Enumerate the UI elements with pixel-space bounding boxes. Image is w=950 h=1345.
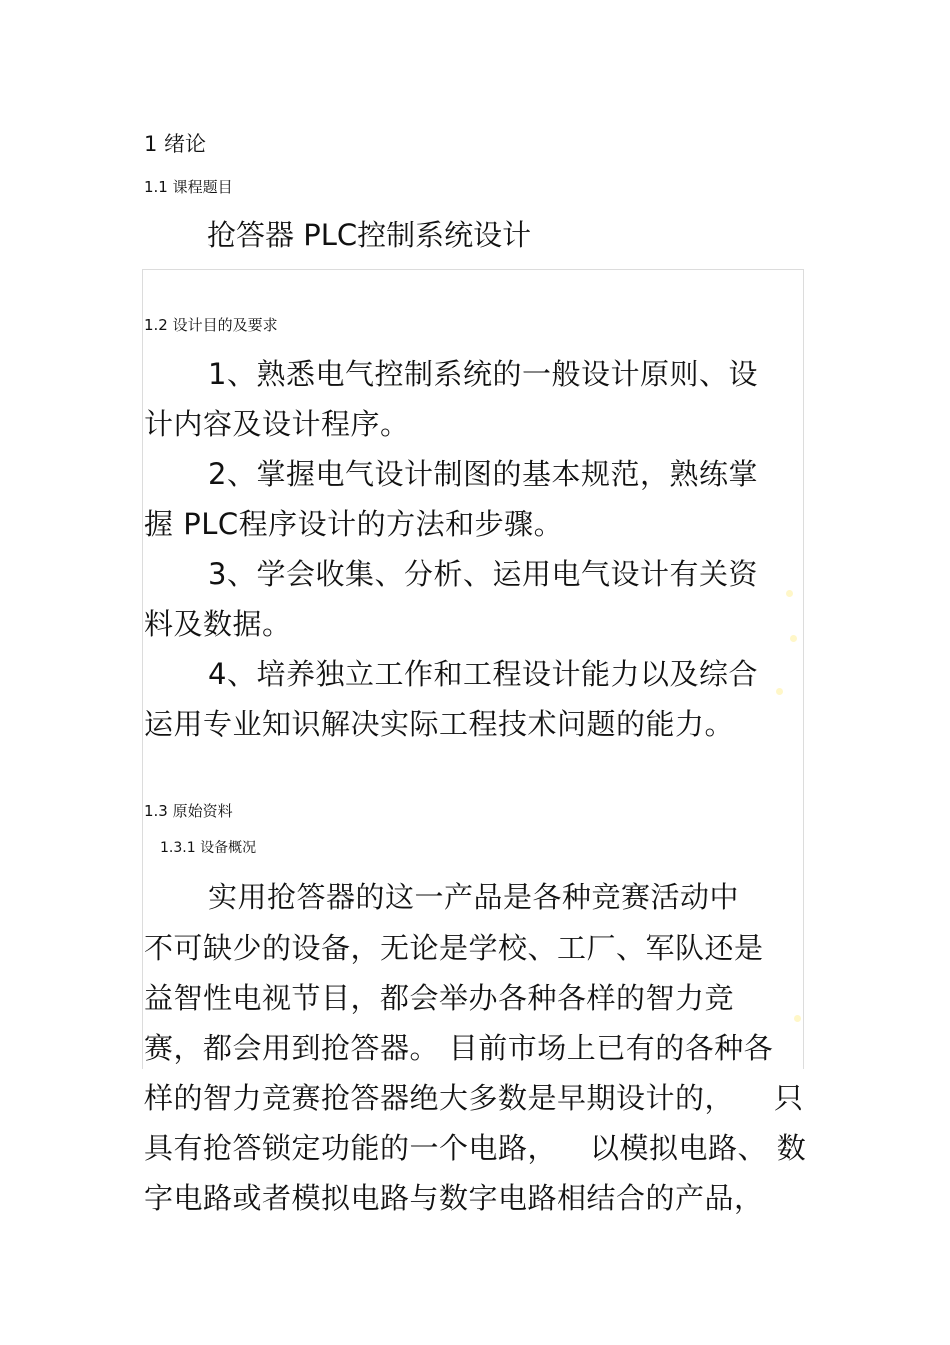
requirement-line: 握 PLC程序设计的方法和步骤。: [144, 507, 564, 541]
overview-line: 实用抢答器的这一产品是各种竞赛活动中: [208, 880, 740, 914]
overview-line: 不可缺少的设备，无论是学校、工厂、军队还是: [144, 931, 764, 965]
requirement-line: 运用专业知识解决实际工程技术问题的能力。: [144, 707, 735, 741]
heading-1-3-1: 1.3.1 设备概况: [160, 840, 257, 856]
requirement-line: 3、学会收集、分析、运用电气设计有关资: [208, 557, 758, 591]
heading-1-1: 1.1 课程题目: [144, 178, 233, 196]
requirement-line: 2、掌握电气设计制图的基本规范，熟练掌: [208, 457, 758, 491]
overview-line: 赛，都会用到抢答器。 目前市场上已有的各种各: [144, 1031, 774, 1065]
requirement-line: 4、培养独立工作和工程设计能力以及综合: [208, 657, 758, 691]
overview-line: 以模拟电路、 数: [590, 1131, 807, 1165]
overview-line: 样的智力竞赛抢答器绝大多数是早期设计的，: [144, 1081, 735, 1115]
heading-1-3: 1.3 原始资料: [144, 802, 233, 820]
heading-1: 1 绪论: [144, 132, 207, 156]
overview-line: 字电路或者模拟电路与数字电路相结合的产品，: [144, 1181, 764, 1215]
artifact-dot: [794, 1015, 801, 1022]
requirement-line: 计内容及设计程序。: [144, 407, 410, 441]
artifact-dot: [786, 590, 793, 597]
overview-line: 益智性电视节目，都会举办各种各样的智力竞: [144, 981, 735, 1015]
heading-1-2: 1.2 设计目的及要求: [144, 316, 278, 334]
overview-line: 具有抢答锁定功能的一个电路，: [144, 1131, 558, 1165]
requirement-line: 1、熟悉电气控制系统的一般设计原则、设: [208, 357, 758, 391]
requirement-line: 料及数据。: [144, 607, 292, 641]
artifact-dot: [790, 635, 797, 642]
artifact-dot: [776, 688, 783, 695]
course-title: 抢答器 PLC控制系统设计: [207, 218, 532, 252]
overview-line: 只: [774, 1081, 804, 1115]
